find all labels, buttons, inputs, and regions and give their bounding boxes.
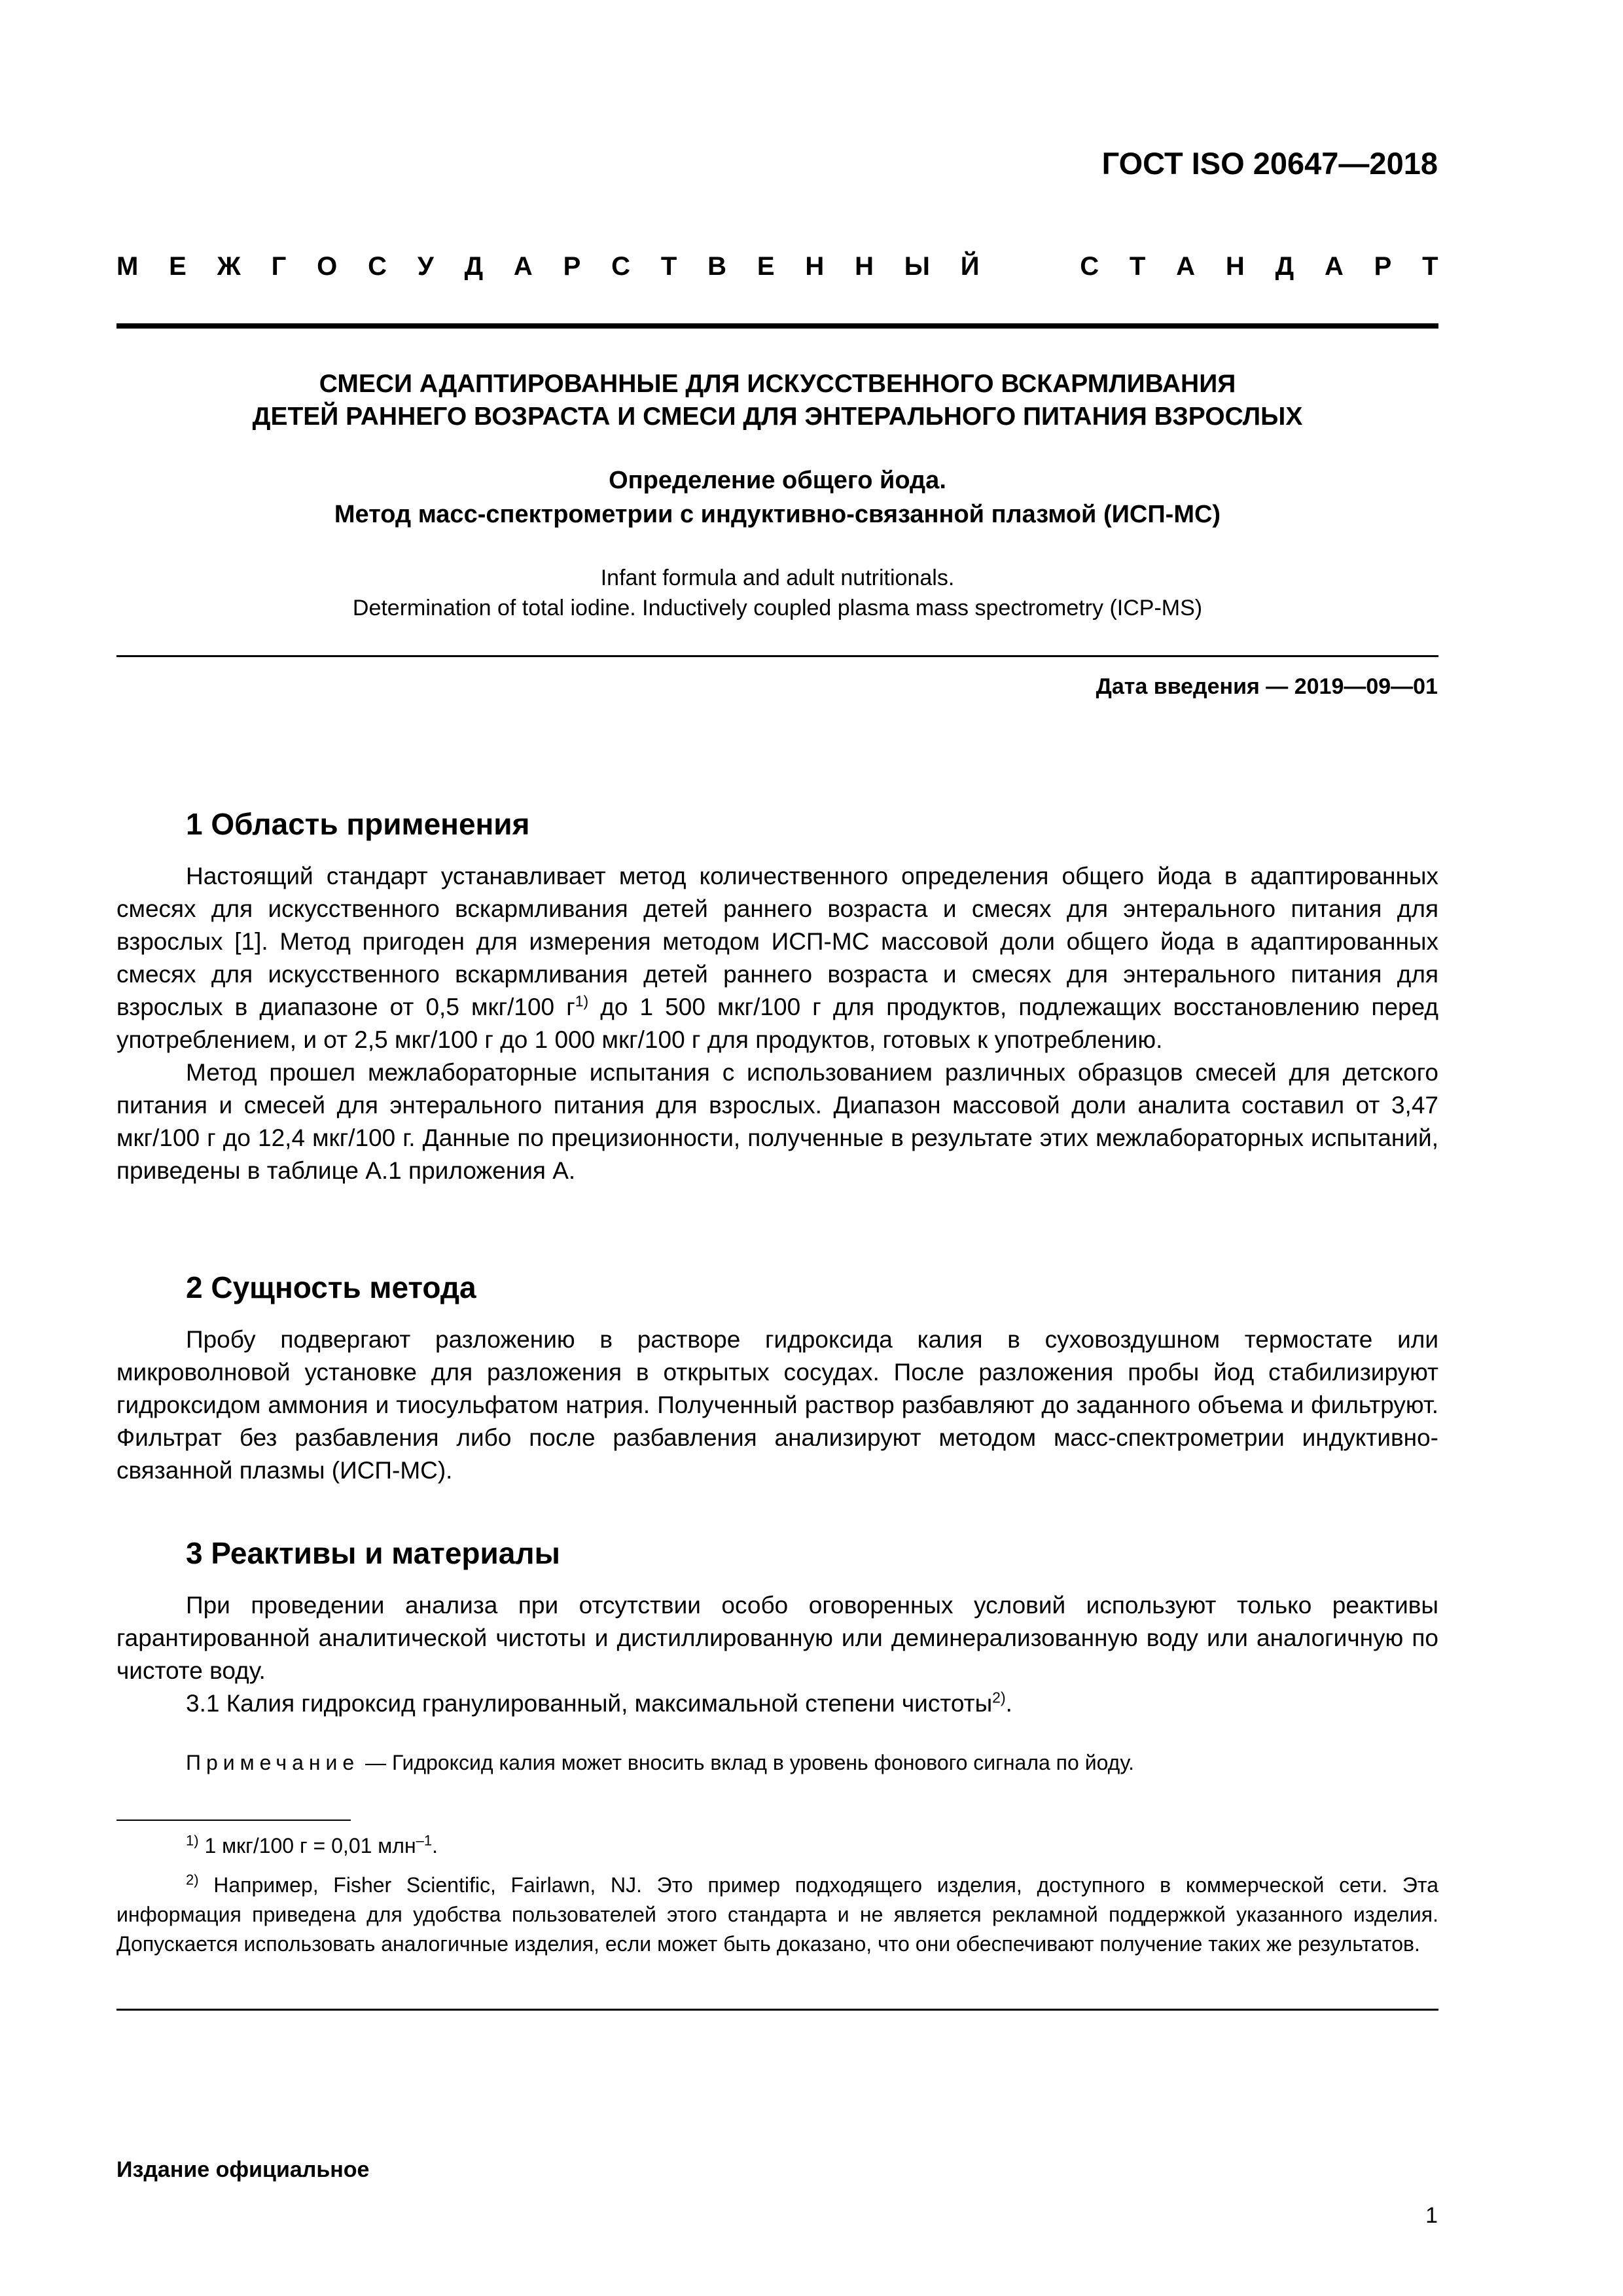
header-rule [116,323,1438,329]
interstate-letter: Ы [904,252,930,281]
footer-rule [116,2009,1438,2011]
footnote-text: Например, Fisher Scientific, Fairlawn, NJ. Это пример подходящего изделия, доступного в коммерческой сети. Эта информация приведена для удобства пользователей этого стандарта и не является рекламной поддержкой указанного изделия. Допускается использовать аналогичные изделия, если может быть доказано, что они обеспечивают получение таких же результатов. [116,1873,1438,1956]
document-title [116,368,1438,433]
section-heading: 3 Реактивы и материалы [186,1536,560,1570]
page-number: 1 [1425,2203,1438,2228]
word-gap [1010,252,1049,281]
note [186,1751,1134,1775]
section-heading: 1 Область применения [186,807,530,841]
interstate-letter: А [513,252,533,281]
footnote-marker: 1) [186,1832,199,1849]
paragraph: Пробу подвергают разложению в растворе гидроксида калия в суховоздушном термостате или микроволновой установке для разложения в открытых сосудах. После разложения пробы йод стабилизируют гидроксидом аммония и тиосульфатом натрия. Полученный раствор разбавляют до заданного объема и фильтруют. Фильтрат без разбавления либо после разбавления анализируют методом масс-спектрометрии индуктивно-связанной плазмы (ИСП-МС). [116,1326,1438,1484]
footnote-2 [116,1871,1438,1959]
interstate-letter: Н [1225,252,1245,281]
interstate-letter: А [1176,252,1196,281]
note-text: — Гидроксид калия может вносить вклад в уровень фонового сигнала по йоду. [359,1751,1135,1774]
interstate-letter: Т [1129,252,1146,281]
subtitle-line: Определение общего йода. [609,467,946,494]
section-reagents [116,1535,1438,1720]
interstate-letter: В [707,252,726,281]
note-label: Примечание [186,1751,360,1774]
english-title-line: Infant formula and adult nutritionals. [600,565,955,590]
interstate-letter: Д [1275,252,1294,281]
interstate-letter: М [116,252,139,281]
interstate-standard-heading [116,252,1438,281]
subtitle-line: Метод масс-спектрометрии с индуктивно-связанной плазмой (ИСП-МС) [334,501,1221,528]
interstate-letter: Н [805,252,825,281]
section-principle [116,1270,1438,1487]
document-subtitle [116,463,1438,531]
paragraph-text: Настоящий стандарт устанавливает метод количественного определения общего йода в адаптированных смесях для искусственного вскармливания детей раннего возраста и смесях для энтерального питания для взрослых [1]. Метод пригоден для измерения методом ИСП-МС массовой доли общего йода в адаптированных смесях для искусственного вскармливания детей раннего возраста и смесях для энтерального питания для взрослых в диапазоне от 0,5 мкг/100 г [116,863,1438,1020]
introduction-date: Дата введения — 2019—09—01 [1096,674,1438,699]
interstate-letter: С [611,252,631,281]
paragraph [116,860,1438,1056]
footnote-text: . [432,1834,438,1857]
interstate-letter: А [1324,252,1344,281]
english-title-line: Determination of total iodine. Inductively coupled plasma mass spectrometry (ICP-MS) [352,596,1203,620]
interstate-letter: С [1080,252,1099,281]
footnote-ref: 1) [575,992,589,1010]
interstate-letter: Й [960,252,980,281]
paragraph-text: . [1005,1690,1012,1717]
interstate-letter: Е [169,252,187,281]
interstate-letter: Д [464,252,484,281]
interstate-letter: Г [271,252,287,281]
interstate-letter: Т [660,252,677,281]
footnote-rule [116,1820,351,1821]
interstate-letter: Т [1422,252,1438,281]
footnote-marker: 2) [186,1871,199,1888]
interstate-letter: Р [1374,252,1392,281]
doc-number: ГОСТ ISO 20647—2018 [1101,146,1438,181]
section-scope [116,806,1438,1187]
interstate-letter: Е [757,252,775,281]
interstate-letter: С [368,252,387,281]
footnote-1 [116,1831,1438,1861]
footnote-superscript: –1 [416,1832,433,1849]
interstate-letter: У [417,252,434,281]
title-line: ДЕТЕЙ РАННЕГО ВОЗРАСТА И СМЕСИ ДЛЯ ЭНТЕРАЛЬНОГО ПИТАНИЯ ВЗРОСЛЫХ [252,403,1303,431]
paragraph-text: 3.1 Калия гидроксид гранулированный, максимальной степени чистоты [186,1690,993,1717]
section-heading: 2 Сущность метода [186,1270,476,1304]
interstate-letter: Р [563,252,581,281]
title-line: СМЕСИ АДАПТИРОВАННЫЕ ДЛЯ ИСКУССТВЕННОГО ВСКАРМЛИВАНИЯ [319,370,1236,398]
title-rule [116,655,1438,657]
edition-label: Издание официальное [116,2157,370,2182]
paragraph: При проведении анализа при отсутствии особо оговоренных условий используют только реактивы гарантированной аналитической чистоты и дистиллированную или деминерализованную воду или аналогичную по чистоте воду. [116,1592,1438,1684]
interstate-letter: Н [855,252,874,281]
footnote-text: 1 мкг/100 г = 0,01 млн [198,1834,416,1857]
interstate-letter: Ж [217,252,241,281]
paragraph: Метод прошел межлабораторные испытания с использованием различных образцов смесей для детского питания и смесей для энтерального питания для взрослых. Диапазон массовой доли аналита составил от 3,47 мкг/100 г до 12,4 мкг/100 г. Данные по прецизионности, полученные в результате этих межлабораторных испытаний, приведены в таблице А.1 приложения А. [116,1059,1438,1184]
english-title [116,563,1438,623]
footnote-ref: 2) [992,1689,1006,1706]
interstate-letter: О [317,252,338,281]
paragraph-text: до 1 500 мкг/100 г для продуктов, подлежащих восстановлению перед употреблением, и от 2,5 мкг/100 г до 1 000 мкг/100 г для продуктов, готовых к употреблению. [116,994,1438,1053]
paragraph [116,1687,1438,1720]
